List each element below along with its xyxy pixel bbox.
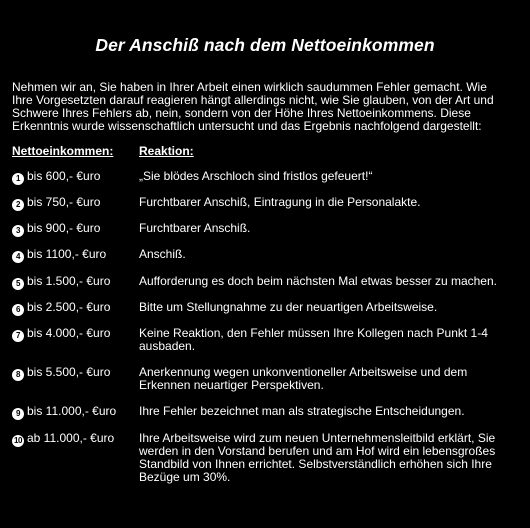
income-column-header: Nettoeinkommen:: [12, 144, 114, 158]
row-number-badge: 10: [12, 435, 24, 447]
reaction-cell: [139, 405, 524, 418]
income-label: bis 600,- €uro: [27, 169, 101, 183]
intro-line: Nehmen wir an, Sie haben in Ihrer Arbeit einen wirklich saudummen Fehler gemacht. Wie: [12, 80, 487, 94]
reaction-line: Aufforderung es doch beim nächsten Mal etwas besser zu machen.: [139, 274, 497, 288]
income-cell: [12, 327, 110, 342]
page-title: Der Anschiß nach dem Nettoeinkommen: [95, 35, 435, 55]
income-cell: [12, 366, 110, 381]
reaction-line: werden in den Vorstand berufen und am Hof wird ein lebensgroßes: [139, 444, 496, 458]
income-cell: [12, 222, 100, 237]
reaction-cell: [139, 222, 524, 235]
income-label: bis 5.500,- €uro: [27, 365, 111, 379]
reaction-line: Bezüge um 30%.: [139, 470, 231, 484]
income-label: bis 750,- €uro: [27, 195, 101, 209]
reaction-column-header: Reaktion:: [139, 144, 194, 158]
income-cell: [12, 196, 100, 211]
reaction-line: Bitte um Stellungnahme zu der neuartigen Arbeitsweise.: [139, 300, 438, 314]
intro-line: Schwere Ihres Fehlers ab, nein, sondern von der Höhe Ihres Nettoeinkommens. Diese: [12, 106, 471, 120]
row-number-badge: 5: [12, 278, 24, 290]
reaction-cell: [139, 170, 524, 183]
reaction-line: „Sie blödes Arschloch sind fristlos gefeuert!“: [139, 169, 373, 183]
row-number-badge: 6: [12, 304, 24, 316]
row-number-badge: 7: [12, 330, 24, 342]
reaction-cell: [139, 327, 524, 353]
reaction-line: Anerkennung wegen unkonventioneller Arbeitsweise und dem: [139, 365, 468, 379]
row-number-badge: 4: [12, 251, 24, 263]
reaction-line: Ihre Arbeitsweise wird zum neuen Unternehmensleitbild erklärt, Sie: [139, 431, 496, 445]
income-cell: [12, 275, 110, 290]
intro-line: Ihre Vorgesetzten darauf reagieren hängt allerdings nicht, wie Sie glauben, von der Art und: [12, 93, 494, 107]
row-number-badge: 1: [12, 173, 24, 185]
intro-line: Erkenntnis wurde wissenschaftlich untersucht und das Ergebnis nachfolgend dargestellt:: [12, 119, 482, 133]
income-label: bis 1.500,- €uro: [27, 274, 111, 288]
income-label: bis 2.500,- €uro: [27, 300, 111, 314]
reaction-line: ausbaden.: [139, 339, 196, 353]
reaction-line: Erkennen neuartiger Perspektiven.: [139, 378, 324, 392]
reaction-cell: [139, 301, 524, 314]
reaction-line: Anschiß.: [139, 247, 186, 261]
income-cell: [12, 301, 110, 316]
row-number-badge: 8: [12, 369, 24, 381]
reaction-line: Standbild von Ihnen errichtet. Selbstverständlich erhöhen sich Ihre: [139, 457, 492, 471]
income-label: bis 4.000,- €uro: [27, 326, 111, 340]
income-label: bis 900,- €uro: [27, 221, 101, 235]
reaction-line: Keine Reaktion, den Fehler müssen Ihre Kollegen nach Punkt 1-4: [139, 326, 488, 340]
income-cell: [12, 248, 106, 263]
row-number-badge: 3: [12, 225, 24, 237]
reaction-cell: [139, 366, 524, 392]
reaction-cell: [139, 275, 524, 288]
income-cell: [12, 432, 114, 447]
reaction-line: Furchtbarer Anschiß.: [139, 221, 251, 235]
reaction-cell: [139, 196, 524, 209]
income-label: bis 1100,- €uro: [27, 247, 107, 261]
reaction-line: Ihre Fehler bezeichnet man als strategische Entscheidungen.: [139, 404, 465, 418]
row-number-badge: 2: [12, 199, 24, 211]
intro-paragraph: [12, 81, 524, 133]
income-cell: [12, 170, 100, 185]
reaction-cell: [139, 248, 524, 261]
income-cell: [12, 405, 116, 420]
row-number-badge: 9: [12, 408, 24, 420]
reaction-line: Furchtbarer Anschiß, Eintragung in die Personalakte.: [139, 195, 421, 209]
income-label: ab 11.000,- €uro: [27, 431, 115, 445]
income-label: bis 11.000,- €uro: [27, 404, 117, 418]
reaction-cell: [139, 432, 524, 484]
